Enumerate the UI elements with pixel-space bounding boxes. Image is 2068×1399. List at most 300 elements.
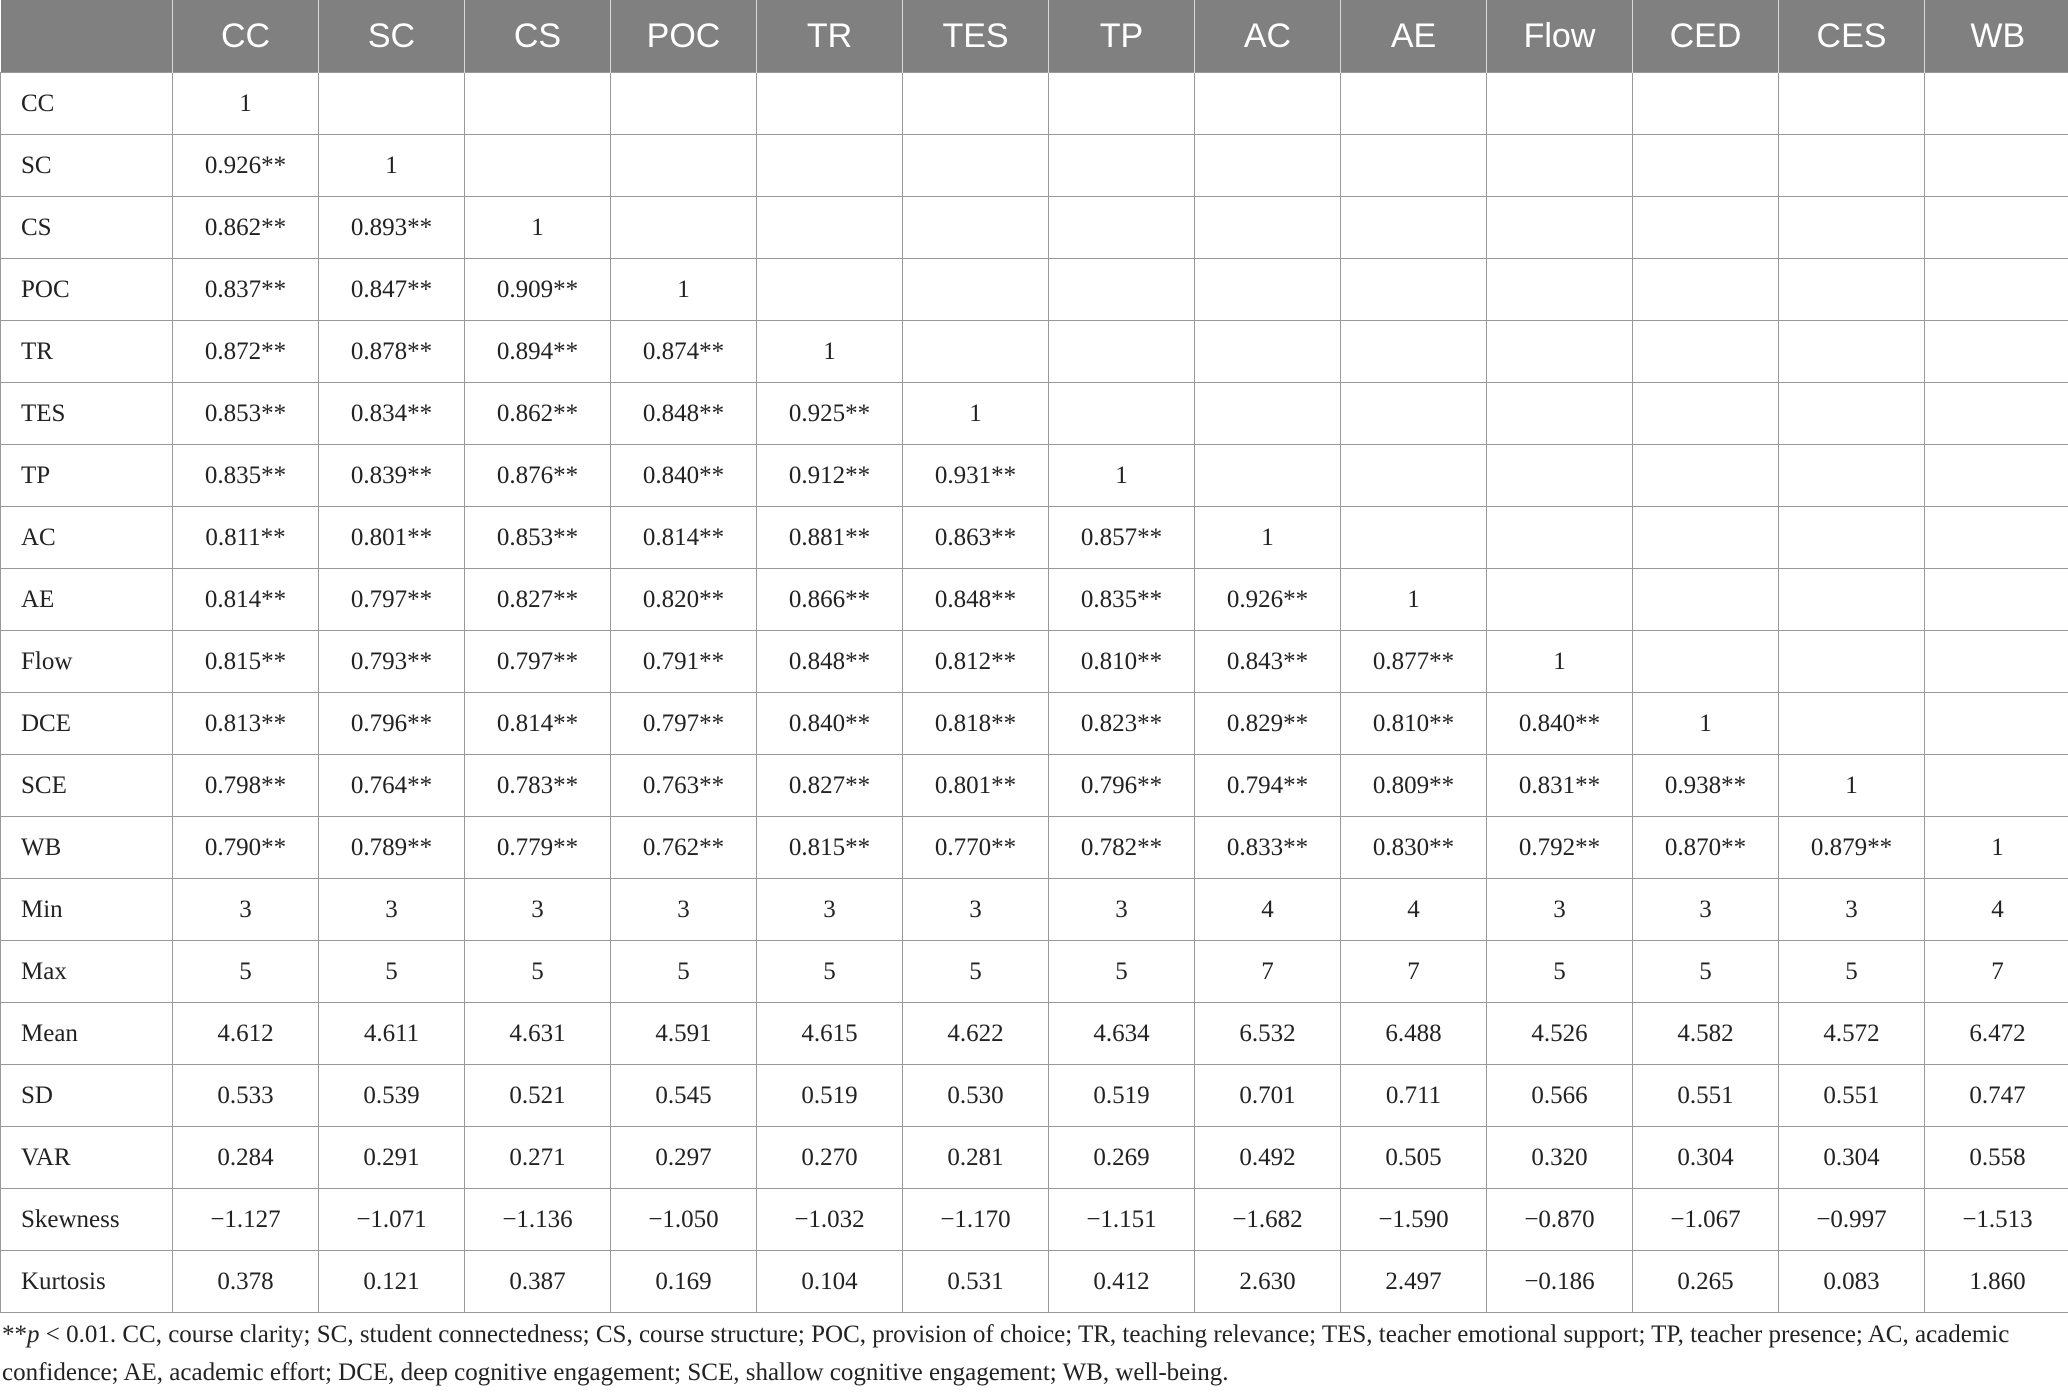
table-cell: 6.532 [1195,1003,1341,1065]
table-row [1,197,2068,259]
table-cell: 0.829** [1195,693,1341,755]
table-cell: 0.747 [1925,1065,2068,1127]
table-row [1,321,2068,383]
table-cell [1195,197,1341,259]
table-cell: 3 [465,879,611,941]
table-cell [903,259,1049,321]
table-cell: 0.878** [319,321,465,383]
table-cell: 0.519 [757,1065,903,1127]
table-cell: 0.879** [1779,817,1925,879]
column-header: SC [319,0,465,73]
table-cell: 0.938** [1633,755,1779,817]
table-cell: 5 [1633,941,1779,1003]
table-cell [1049,321,1195,383]
table-cell: 0.827** [465,569,611,631]
table-cell: 0.870** [1633,817,1779,879]
table-cell: 0.877** [1341,631,1487,693]
row-label: CC [1,73,173,135]
table-row [1,879,2068,941]
table-cell [1633,445,1779,507]
footnote-stars: ** [2,1321,27,1348]
header-row [1,0,2068,73]
table-cell: 0.304 [1633,1127,1779,1189]
table-cell [903,197,1049,259]
table-cell: 0.809** [1341,755,1487,817]
table-cell [1925,197,2068,259]
table-cell [1779,693,1925,755]
table-cell [1925,135,2068,197]
table-cell [1925,507,2068,569]
table-cell [1633,569,1779,631]
column-header: CC [173,0,319,73]
table-cell: 4 [1195,879,1341,941]
table-cell: 0.893** [319,197,465,259]
table-cell: 0.792** [1487,817,1633,879]
row-label: SCE [1,755,173,817]
table-cell: 0.762** [611,817,757,879]
table-cell: 1.860 [1925,1251,2068,1313]
row-label: Mean [1,1003,173,1065]
table-cell: 6.472 [1925,1003,2068,1065]
table-cell [1633,507,1779,569]
table-cell: 4.572 [1779,1003,1925,1065]
row-label: TP [1,445,173,507]
table-cell: 0.840** [1487,693,1633,755]
table-cell: 0.104 [757,1251,903,1313]
table-cell: 0.412 [1049,1251,1195,1313]
table-row [1,693,2068,755]
table-cell: 4 [1925,879,2068,941]
row-label: POC [1,259,173,321]
table-cell: 0.797** [611,693,757,755]
table-cell: 4.526 [1487,1003,1633,1065]
table-cell: 0.711 [1341,1065,1487,1127]
table-cell: 0.894** [465,321,611,383]
table-cell: 3 [1779,879,1925,941]
table-cell [1779,445,1925,507]
table-cell: 4.634 [1049,1003,1195,1065]
table-cell: 0.798** [173,755,319,817]
table-cell [1341,383,1487,445]
table-cell: 0.931** [903,445,1049,507]
table-cell: 1 [1195,507,1341,569]
table-cell: 0.797** [465,631,611,693]
table-cell: 3 [1633,879,1779,941]
table-cell: −1.032 [757,1189,903,1251]
table-cell: 6.488 [1341,1003,1487,1065]
table-cell [1925,693,2068,755]
table-cell: 0.881** [757,507,903,569]
table-row [1,569,2068,631]
table-cell: 3 [903,879,1049,941]
table-cell: 0.853** [173,383,319,445]
table-cell: 0.782** [1049,817,1195,879]
table-cell: 0.847** [319,259,465,321]
column-header: POC [611,0,757,73]
table-cell: 5 [903,941,1049,1003]
table-cell: 0.545 [611,1065,757,1127]
table-footnote [0,1316,2062,1392]
table-cell: 0.269 [1049,1127,1195,1189]
table-cell: 0.284 [173,1127,319,1189]
table-cell: 0.857** [1049,507,1195,569]
footnote-p-symbol: p [27,1321,40,1348]
table-cell: 3 [319,879,465,941]
table-cell: 0.533 [173,1065,319,1127]
table-cell [1925,445,2068,507]
table-row [1,1189,2068,1251]
table-cell: 0.848** [757,631,903,693]
row-label: Max [1,941,173,1003]
table-cell [1925,383,2068,445]
table-cell [1487,73,1633,135]
table-cell [1049,135,1195,197]
table-cell [1487,445,1633,507]
table-cell: 0.814** [173,569,319,631]
table-cell: −1.170 [903,1189,1049,1251]
table-cell: 0.827** [757,755,903,817]
table-row [1,445,2068,507]
table-body [1,73,2068,1313]
table-cell: 5 [757,941,903,1003]
table-cell: 1 [1487,631,1633,693]
table-cell: 1 [1049,445,1195,507]
table-row [1,1127,2068,1189]
table-cell: 1 [1925,817,2068,879]
table-cell: 5 [173,941,319,1003]
column-header: TR [757,0,903,73]
table-cell: 0.796** [319,693,465,755]
table-cell: 0.813** [173,693,319,755]
table-cell [1779,259,1925,321]
table-cell [1779,569,1925,631]
table-cell [1487,507,1633,569]
table-cell: 0.083 [1779,1251,1925,1313]
table-cell: −1.067 [1633,1189,1779,1251]
table-cell: 0.291 [319,1127,465,1189]
row-label: Min [1,879,173,941]
table-cell: 0.831** [1487,755,1633,817]
table-cell [757,73,903,135]
table-cell: −0.186 [1487,1251,1633,1313]
row-label: SC [1,135,173,197]
table-cell: 0.551 [1779,1065,1925,1127]
table-cell: 0.837** [173,259,319,321]
table-cell: 0.814** [465,693,611,755]
table-cell [1925,569,2068,631]
table-row [1,631,2068,693]
row-label: SD [1,1065,173,1127]
row-label: TR [1,321,173,383]
table-cell: 0.818** [903,693,1049,755]
table-cell [1925,259,2068,321]
row-label: VAR [1,1127,173,1189]
table-cell [465,73,611,135]
table-cell: 0.783** [465,755,611,817]
column-header: CES [1779,0,1925,73]
table-cell: 0.304 [1779,1127,1925,1189]
table-cell: 3 [1487,879,1633,941]
table-cell: 0.531 [903,1251,1049,1313]
table-header [1,0,2068,73]
table-cell: 0.909** [465,259,611,321]
table-cell: 0.811** [173,507,319,569]
table-cell: 0.793** [319,631,465,693]
table-cell: 0.812** [903,631,1049,693]
table-cell: 0.848** [903,569,1049,631]
table-cell [1341,259,1487,321]
column-header: TP [1049,0,1195,73]
table-cell: 0.814** [611,507,757,569]
table-row [1,1003,2068,1065]
table-cell: 0.558 [1925,1127,2068,1189]
table-cell: 0.551 [1633,1065,1779,1127]
table-cell: 0.270 [757,1127,903,1189]
table-cell [1779,321,1925,383]
table-cell: −1.151 [1049,1189,1195,1251]
footnote-text: < 0.01. CC, course clarity; SC, student connectedness; CS, course structure; POC, provision of choice; TR, teaching relevance; TES, teacher emotional support; TP, teacher presence; AC, academic confidence; AE, academic effort; DCE, deep cognitive engagement; SCE, shallow cognitive engagement; WB, well-being. [2,1321,2010,1386]
table-row [1,135,2068,197]
column-header: TES [903,0,1049,73]
table-cell: 0.791** [611,631,757,693]
table-cell [1633,197,1779,259]
table-cell: −0.997 [1779,1189,1925,1251]
table-cell: 0.862** [173,197,319,259]
table-cell [1779,197,1925,259]
table-cell [1925,321,2068,383]
table-cell: 0.320 [1487,1127,1633,1189]
table-cell: 0.810** [1049,631,1195,693]
table-cell [1925,631,2068,693]
table-cell [1925,73,2068,135]
table-cell: 0.387 [465,1251,611,1313]
table-cell: 4.591 [611,1003,757,1065]
table-cell: 7 [1925,941,2068,1003]
table-row [1,259,2068,321]
table-cell: 2.497 [1341,1251,1487,1313]
table-cell: 3 [173,879,319,941]
table-cell: 0.925** [757,383,903,445]
table-cell: 1 [611,259,757,321]
table-cell [903,73,1049,135]
table-cell [1341,73,1487,135]
table-cell: 1 [1633,693,1779,755]
table-row [1,507,2068,569]
table-cell: −1.590 [1341,1189,1487,1251]
table-cell [1049,383,1195,445]
row-label: DCE [1,693,173,755]
row-label: Kurtosis [1,1251,173,1313]
table-cell: 0.843** [1195,631,1341,693]
table-cell: 0.521 [465,1065,611,1127]
table-cell: 2.630 [1195,1251,1341,1313]
table-cell: 0.853** [465,507,611,569]
column-header: AC [1195,0,1341,73]
table-cell: 0.519 [1049,1065,1195,1127]
table-cell [1779,383,1925,445]
table-cell [1049,73,1195,135]
table-cell: 0.797** [319,569,465,631]
table-cell: 0.866** [757,569,903,631]
table-cell [1049,197,1195,259]
table-cell: 7 [1341,941,1487,1003]
table-cell: 0.271 [465,1127,611,1189]
table-cell [1341,507,1487,569]
table-cell [757,259,903,321]
table-cell [1487,135,1633,197]
table-cell: 0.505 [1341,1127,1487,1189]
table-cell [1341,197,1487,259]
table-cell: 0.926** [173,135,319,197]
table-cell: 7 [1195,941,1341,1003]
table-cell: 0.566 [1487,1065,1633,1127]
table-cell [903,135,1049,197]
table-cell: 4.612 [173,1003,319,1065]
table-cell: 5 [465,941,611,1003]
table-cell: 0.779** [465,817,611,879]
table-cell: 5 [319,941,465,1003]
table-row [1,383,2068,445]
table-cell [903,321,1049,383]
table-cell: 0.297 [611,1127,757,1189]
table-cell: 0.830** [1341,817,1487,879]
table-cell [611,135,757,197]
table-cell: 1 [319,135,465,197]
table-cell: −1.050 [611,1189,757,1251]
row-label: CS [1,197,173,259]
table-cell [1633,383,1779,445]
table-cell: 0.872** [173,321,319,383]
table-cell [1195,321,1341,383]
table-cell: 0.265 [1633,1251,1779,1313]
table-cell: 0.801** [903,755,1049,817]
table-cell [757,135,903,197]
row-label: AC [1,507,173,569]
table-cell [757,197,903,259]
table-cell [1633,321,1779,383]
table-cell: 0.790** [173,817,319,879]
table-cell [1487,569,1633,631]
row-label: WB [1,817,173,879]
table-row [1,941,2068,1003]
table-cell: −0.870 [1487,1189,1633,1251]
table-cell [1195,73,1341,135]
table-cell [1779,507,1925,569]
column-header: WB [1925,0,2068,73]
table-row [1,817,2068,879]
table-cell [1341,445,1487,507]
table-cell: −1.127 [173,1189,319,1251]
table-cell: 1 [757,321,903,383]
table-cell [1195,383,1341,445]
table-cell: 3 [611,879,757,941]
table-cell [1779,631,1925,693]
table-cell: 0.810** [1341,693,1487,755]
row-label: TES [1,383,173,445]
table-cell: 1 [1779,755,1925,817]
table-cell [1633,135,1779,197]
table-cell: 0.530 [903,1065,1049,1127]
table-cell [1487,383,1633,445]
table-cell: 0.539 [319,1065,465,1127]
table-cell [1487,197,1633,259]
table-cell: 0.835** [1049,569,1195,631]
table-cell: 0.835** [173,445,319,507]
table-cell: 0.834** [319,383,465,445]
table-cell: 4.582 [1633,1003,1779,1065]
table-cell [319,73,465,135]
table-cell: 0.874** [611,321,757,383]
table-cell: 5 [1487,941,1633,1003]
table-cell: 0.121 [319,1251,465,1313]
column-header: AE [1341,0,1487,73]
column-header: CS [465,0,611,73]
table-cell: 0.820** [611,569,757,631]
table-cell: 0.848** [611,383,757,445]
table-cell: 0.701 [1195,1065,1341,1127]
table-cell: 1 [1341,569,1487,631]
table-cell: 3 [1049,879,1195,941]
table-cell: 0.794** [1195,755,1341,817]
table-cell: −1.682 [1195,1189,1341,1251]
table-cell [1341,135,1487,197]
table-cell: 1 [465,197,611,259]
table-cell: 1 [903,383,1049,445]
table-cell: 0.833** [1195,817,1341,879]
table-cell: 4.631 [465,1003,611,1065]
table-row [1,755,2068,817]
table-cell: 0.764** [319,755,465,817]
table-cell [1195,445,1341,507]
row-label: AE [1,569,173,631]
table-cell: 3 [757,879,903,941]
table-cell: 4.615 [757,1003,903,1065]
table-cell: 0.839** [319,445,465,507]
row-label: Flow [1,631,173,693]
table-cell: 0.876** [465,445,611,507]
table-cell: 5 [1779,941,1925,1003]
table-cell: 4.611 [319,1003,465,1065]
table-cell: 0.763** [611,755,757,817]
table-cell: 0.789** [319,817,465,879]
table-cell [1925,755,2068,817]
table-cell: 4 [1341,879,1487,941]
column-header: Flow [1487,0,1633,73]
table-cell: 5 [1049,941,1195,1003]
table-cell: 0.378 [173,1251,319,1313]
table-cell: −1.071 [319,1189,465,1251]
table-cell: 0.770** [903,817,1049,879]
table-cell [1195,259,1341,321]
table-cell: 0.169 [611,1251,757,1313]
table-cell [1779,135,1925,197]
table-cell: 0.862** [465,383,611,445]
table-cell: 0.823** [1049,693,1195,755]
header-corner-cell [1,0,173,73]
table-cell [1633,73,1779,135]
table-cell: 1 [173,73,319,135]
table-cell [1341,321,1487,383]
table-row [1,1065,2068,1127]
table-row [1,1251,2068,1313]
table-cell: 0.815** [757,817,903,879]
table-cell: 0.492 [1195,1127,1341,1189]
row-label: Skewness [1,1189,173,1251]
table-cell: −1.513 [1925,1189,2068,1251]
table-cell: 0.840** [757,693,903,755]
table-cell [611,73,757,135]
table-cell: 4.622 [903,1003,1049,1065]
